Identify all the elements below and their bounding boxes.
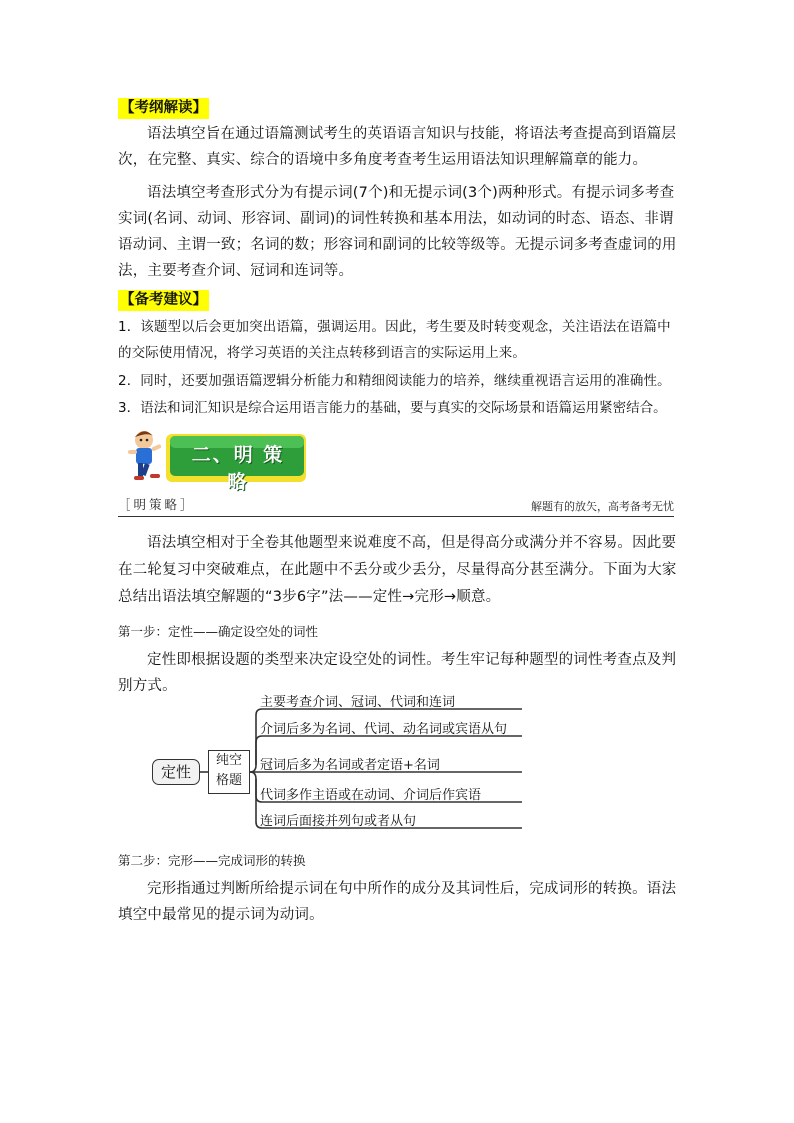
- advice-item-1: 1．该题型以后会更加突出语篇，强调运用。因此，考生要及时转变观念，关注语法在语篇中的交际使用情况，将学习英语的关注点转移到语言的实际运用上来。: [118, 319, 671, 361]
- strategy-intro: 语法填空相对于全卷其他题型来说难度不高，但是得高分或满分并不容易。因此要在二轮复习中突破难点，在此题中不丢分或少丢分，尽量得高分甚至满分。下面为大家总结出语法填空解题的“3步6字”法——定性→完形→顺意。: [118, 535, 677, 605]
- step1-title: 第一步：定性——确定设空处的词性: [118, 624, 319, 639]
- diagram-item: 冠词后多为名词或者定语+名词: [260, 758, 440, 773]
- banner-title: 二、明 策 略: [191, 444, 285, 493]
- diagram-item: 连词后面接并列句或者从句: [260, 814, 417, 829]
- part-of-speech-diagram: [150, 695, 530, 835]
- step2-title: 第二步：完形——完成词形的转换: [118, 853, 306, 868]
- diagram-item: 介词后多为名词、代词、动名词或宾语从句: [260, 722, 508, 737]
- diagram-root-box: 定性: [152, 759, 200, 785]
- syllabus-paragraph-1: 语法填空旨在通过语篇测试考生的英语语言知识与技能，将语法考查提高到语篇层次，在完整、真实、综合的语境中多角度考查考生运用语法知识理解篇章的能力。: [118, 126, 677, 168]
- section-heading-advice: 【备考建议】: [118, 290, 209, 311]
- step2-description: 完形指通过判断所给提示词在句中所作的成分及其词性后，完成词形的转换。语法填空中最常见的提示词为动词。: [118, 881, 677, 923]
- advice-item-3: 3．语法和词汇知识是综合运用语言能力的基础，要与真实的交际场景和语篇运用紧密结合。: [118, 400, 667, 416]
- strategy-label-text: 明策略: [133, 497, 181, 512]
- diagram-item: 代词多作主语或在动词、介词后作宾语: [260, 788, 482, 803]
- strategy-header-bar: [118, 495, 674, 517]
- diagram-branch-line-2: 格题: [215, 773, 242, 788]
- advice-item-2: 2．同时，还要加强语篇逻辑分析能力和精细阅读能力的培养，继续重视语言运用的准确性。: [118, 373, 671, 389]
- step1-description: 定性即根据设题的类型来决定设空处的词性。考生牢记每种题型的词性考查点及判别方式。: [118, 652, 677, 694]
- section-heading-syllabus: 【考纲解读】: [118, 98, 209, 119]
- diagram-branch-line-1: 纯空: [215, 753, 242, 768]
- syllabus-paragraph-2: 语法填空考查形式分为有提示词(7个)和无提示词(3个)两种形式。有提示词多考查实词(名词、动词、形容词、副词)的词性转换和基本用法，如动词的时态、语态、非谓语动词、主谓一致；名词的数；形容词和副词的比较等级等。无提示词多考查虚词的用法，主要考查介词、冠词和连词等。: [118, 185, 677, 279]
- strategy-label: ［明策略］: [118, 497, 196, 512]
- strategy-slogan: 解题有的放矢，高考备考无忧: [531, 500, 674, 513]
- diagram-branch-box: [208, 750, 250, 794]
- strategy-banner: [122, 426, 310, 493]
- strategy-divider: [118, 516, 674, 517]
- diagram-item: 主要考查介词、冠词、代词和连词: [260, 695, 456, 710]
